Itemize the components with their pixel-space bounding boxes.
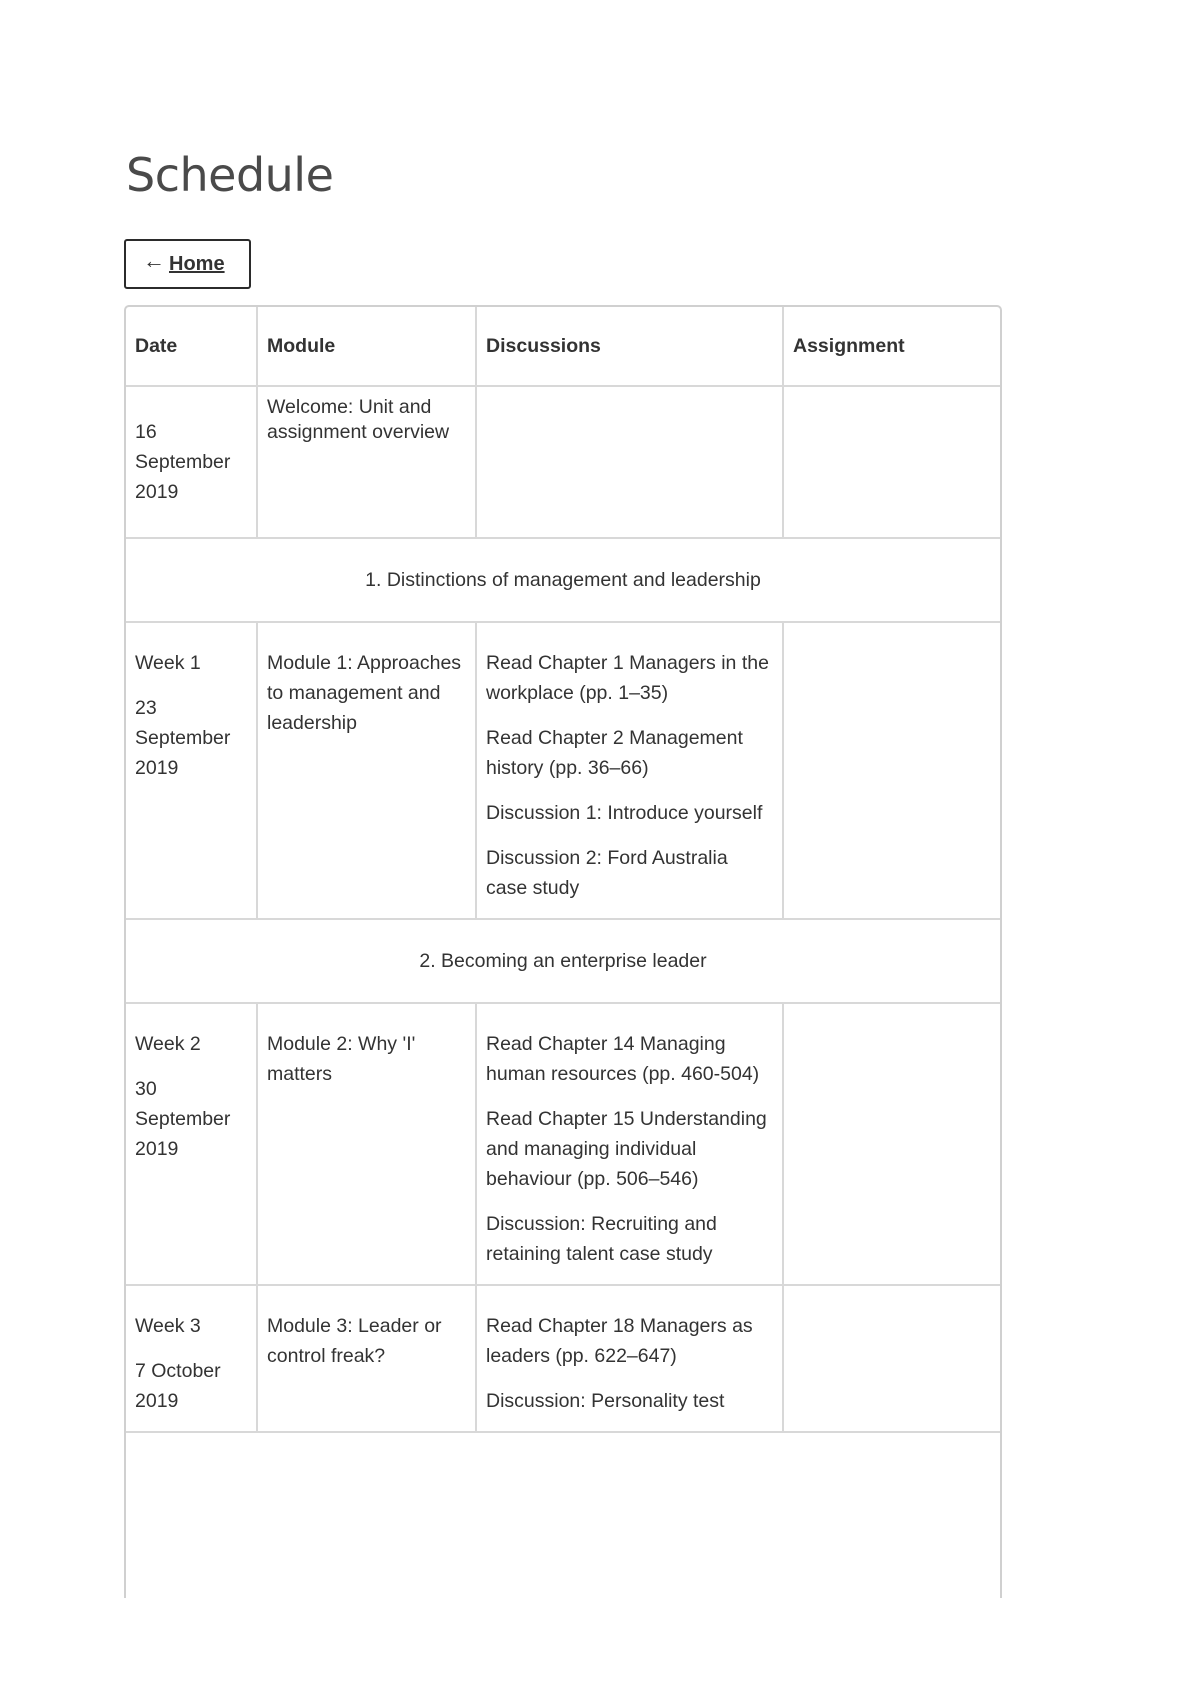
assignment-cell (783, 386, 1000, 538)
section-row (126, 538, 1000, 622)
date-cell (126, 386, 257, 538)
discussions-cell (476, 386, 783, 538)
column-header-discussions: Discussions (476, 307, 783, 386)
date-day: 16 (135, 421, 157, 443)
module-cell: Module 1: Approaches to management and leadership (257, 622, 476, 919)
home-button[interactable] (124, 239, 251, 289)
discussion-item: Read Chapter 15 Understanding and managing individual behaviour (pp. 506–546) (486, 1108, 767, 1190)
section-heading: 1. Distinctions of management and leadership (126, 538, 1000, 622)
table-row (126, 622, 1000, 919)
assignment-cell (783, 1003, 1000, 1285)
date-year: 2019 (135, 481, 179, 503)
table-row (126, 386, 1000, 538)
discussions-cell (476, 622, 783, 919)
arrow-left-icon: ← (143, 248, 165, 273)
discussions-cell (476, 1003, 783, 1285)
week-date: 23 September 2019 (135, 697, 231, 779)
week-date: 7 October 2019 (135, 1360, 221, 1412)
assignment-cell (783, 622, 1000, 919)
column-header-module: Module (257, 307, 476, 386)
table-row (126, 1285, 1000, 1432)
page-title: Schedule (126, 148, 334, 202)
week-label: Week 3 (135, 1315, 201, 1337)
module-cell: Module 3: Leader or control freak? (257, 1285, 476, 1432)
discussion-item: Read Chapter 18 Managers as leaders (pp. 622–647) (486, 1315, 753, 1367)
discussions-cell (476, 1285, 783, 1432)
date-cell (126, 1003, 257, 1285)
week-date: 30 September 2019 (135, 1078, 231, 1160)
section-row (126, 919, 1000, 1003)
discussion-item: Discussion 1: Introduce yourself (486, 802, 763, 824)
date-cell (126, 622, 257, 919)
table-header-row (126, 307, 1000, 386)
column-header-assignment: Assignment (783, 307, 1000, 386)
discussion-item: Discussion: Personality test (486, 1390, 725, 1412)
week-label: Week 1 (135, 652, 201, 674)
discussion-item: Read Chapter 14 Managing human resources (pp. 460-504) (486, 1033, 760, 1085)
date-month: September (135, 451, 231, 473)
home-button-label: Home (169, 252, 225, 275)
week-label: Week 2 (135, 1033, 201, 1055)
schedule-table (126, 307, 1000, 1433)
module-cell: Module 2: Why 'I' matters (257, 1003, 476, 1285)
schedule-table-container (124, 305, 1002, 1598)
discussion-item: Read Chapter 1 Managers in the workplace (pp. 1–35) (486, 652, 769, 704)
column-header-date: Date (126, 307, 257, 386)
table-row (126, 1003, 1000, 1285)
module-cell: Welcome: Unit and assignment overview (257, 386, 476, 538)
section-heading: 2. Becoming an enterprise leader (126, 919, 1000, 1003)
date-cell (126, 1285, 257, 1432)
discussion-item: Read Chapter 2 Management history (pp. 36–66) (486, 727, 743, 779)
discussion-item: Discussion 2: Ford Australia case study (486, 847, 728, 899)
discussion-item: Discussion: Recruiting and retaining talent case study (486, 1213, 717, 1265)
assignment-cell (783, 1285, 1000, 1432)
